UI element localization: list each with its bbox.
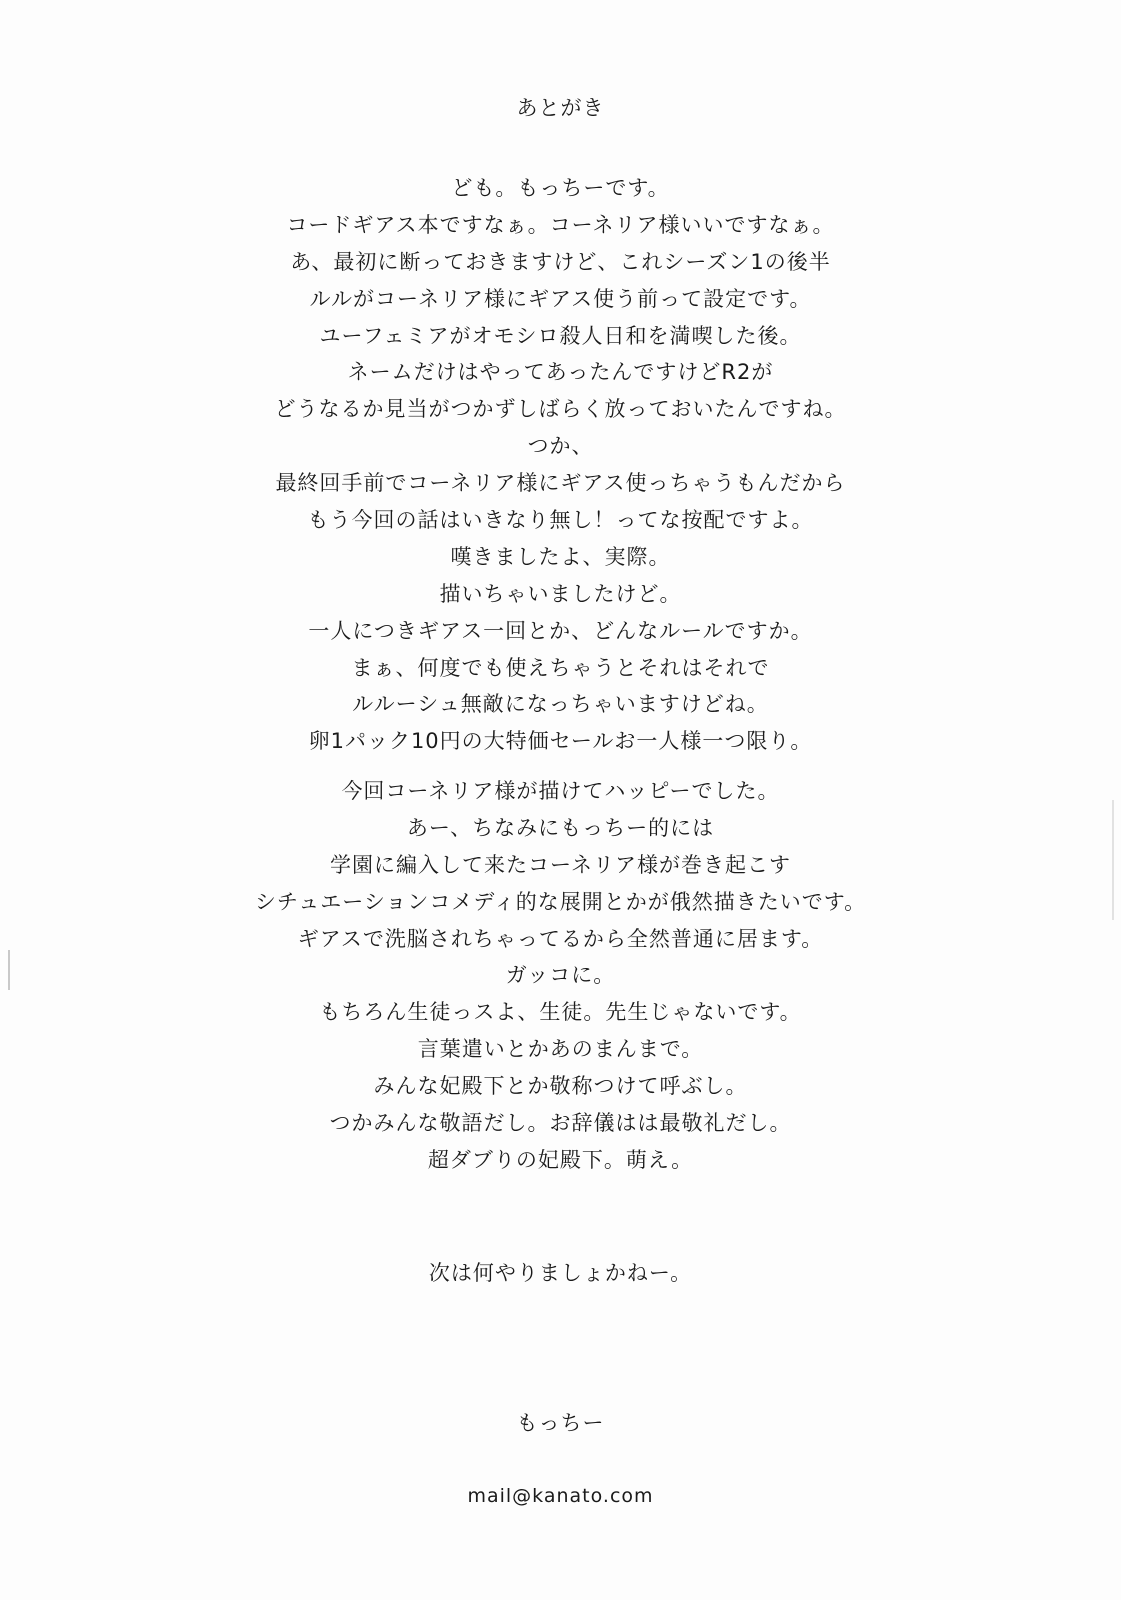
text-line: ガッコに。 [505,963,616,988]
text-line: ルルーシュ無敵になっちゃいますけどね。 [352,692,769,717]
text-line: 言葉遣いとかあのまんまで。 [417,1037,704,1062]
text-line: みんな妃殿下とか敬称つけて呼ぶし。 [373,1074,748,1099]
text-line: 超ダブりの妃殿下。萌え。 [427,1147,694,1172]
text-line: 卵1パック10円の大特価セールお一人様一つ限り。 [308,729,813,754]
text-line: どうなるか見当がつかずしばらく放っておいたんですね。 [274,397,847,422]
text-line: ギアスで洗脳されちゃってるから全然普通に居ます。 [297,926,824,951]
text-line: 今回コーネリア様が描けてハッピーでした。 [341,779,780,803]
text-line: シチュエーションコメディ的な展開とかが俄然描きたいです。 [254,889,867,914]
text-line: ルルがコーネリア様にギアス使う前って設定です。 [309,286,812,311]
text-line: 学園に編入して来たコーネリア様が巻き起こす [330,852,791,877]
paragraph-2 [0,773,1121,1179]
text-line: まぁ、何度でも使えちゃうとそれはそれで [351,655,770,680]
text-line: あー、ちなみにもっちー的には [406,815,715,840]
text-line: 描いちゃいましたけど。 [439,581,682,606]
text-line: つかみんな敬語だし。お辞儀はは最敬礼だし。 [329,1111,792,1136]
text-line: 次は何やりましょかねー。 [428,1261,693,1285]
paragraph-3 [0,1255,1121,1292]
scan-artifact-left [8,950,10,990]
text-line: もちろん生徒っスよ、生徒。先生じゃないです。 [319,1000,802,1025]
text-line: ども。もっちーです。 [451,176,670,200]
text-line: ネームだけはやってあったんですけどR2が [347,360,774,385]
paragraph-1 [0,170,1121,760]
text-line: 最終回手前でコーネリア様にギアス使っちゃうもんだから [275,471,846,496]
page-title: あとがき [516,96,605,120]
contact-email: mail@kanato.com [467,1485,654,1507]
text-line: もう今回の話はいきなり無し！ってな按配ですよ。 [307,508,814,533]
text-line: コードギアス本ですなぁ。コーネリア様いいですなぁ。 [286,212,835,237]
text-line: ユーフェミアがオモシロ殺人日和を満喫した後。 [319,323,802,348]
text-line: つか、 [527,434,594,459]
text-line: 一人につきギアス一回とか、どんなルールですか。 [308,618,813,643]
text-line: 嘆きましたよ、実際。 [450,544,671,569]
author-signature: もっちー [516,1411,605,1435]
scan-artifact-right [1112,800,1114,920]
text-line: あ、最初に断っておきますけど、これシーズン1の後半 [290,249,831,274]
